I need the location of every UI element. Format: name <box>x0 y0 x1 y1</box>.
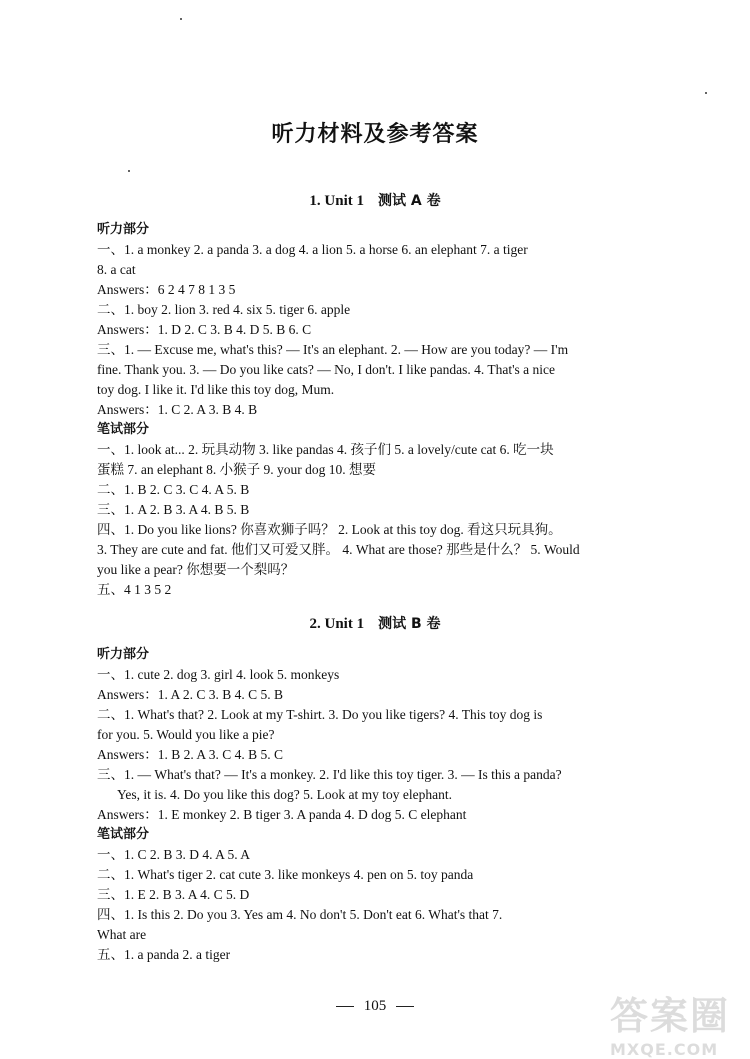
page-title: 听力材料及参考答案 <box>271 122 479 147</box>
unit2-writing-line: 一、1. C 2. B 3. D 4. A 5. A <box>97 847 251 862</box>
unit2-answers: Answers：1. A 2. C 3. B 4. C 5. B <box>97 687 284 702</box>
unit2-heading-cn: 测试 B 卷 <box>378 616 441 632</box>
unit1-heading <box>0 190 750 210</box>
unit2-heading-label: 2. Unit 1 <box>309 616 365 632</box>
unit1-section <box>97 220 712 600</box>
unit1-writing-line: 蛋糕 7. an elephant 8. 小猴子 9. your dog 10. 想要 <box>97 462 376 477</box>
scan-speck <box>180 18 182 20</box>
unit2-writing-line: 四、1. Is this 2. Do you 3. Yes am 4. No don't 5. Don't eat 6. What's that 7. <box>97 907 503 922</box>
unit2-answers: Answers：1. B 2. A 3. C 4. B 5. C <box>97 747 284 762</box>
unit2-writing-line: What are <box>97 927 147 942</box>
unit1-line: fine. Thank you. 3. — Do you like cats? — No, I don't. I like pandas. 4. That's a nice <box>97 362 556 377</box>
watermark-text-bottom: MXQE.COM <box>610 1040 719 1059</box>
unit2-writing-label: 笔试部分 <box>97 827 150 842</box>
unit2-writing-line: 三、1. E 2. B 3. A 4. C 5. D <box>97 887 250 902</box>
unit1-writing-line: you like a pear? 你想要一个梨吗？ <box>97 562 295 577</box>
unit2-section <box>97 645 712 965</box>
unit1-line: 8. a cat <box>97 262 136 277</box>
unit1-heading-label: 1. Unit 1 <box>309 193 364 209</box>
unit1-heading-cn: 测试 A 卷 <box>378 193 441 209</box>
unit2-line: Yes, it is. 4. Do you like this dog? 5. Look at my toy elephant. <box>117 787 452 802</box>
unit2-listening-label: 听力部分 <box>97 647 150 662</box>
unit1-writing-label: 笔试部分 <box>97 422 150 437</box>
unit1-writing-line: 3. They are cute and fat. 他们又可爱又胖。 4. What are those? 那些是什么？ 5. Would <box>97 542 580 557</box>
unit1-answers: Answers：6 2 4 7 8 1 3 5 <box>97 282 236 297</box>
unit1-line: 二、1. boy 2. lion 3. red 4. six 5. tiger 6. apple <box>97 302 351 317</box>
unit2-heading <box>0 613 750 633</box>
watermark-logo <box>610 985 740 1059</box>
unit2-answers: Answers：1. E monkey 2. B tiger 3. A panda 4. D dog 5. C elephant <box>97 807 467 822</box>
unit1-writing-line: 三、1. A 2. B 3. A 4. B 5. B <box>97 502 250 517</box>
unit1-writing-line: 四、1. Do you like lions? 你喜欢狮子吗？ 2. Look at this toy dog. 看这只玩具狗。 <box>97 522 562 537</box>
unit1-writing-line: 一、1. look at... 2. 玩具动物 3. like pandas 4. 孩子们 5. a lovely/cute cat 6. 吃一块 <box>97 442 554 457</box>
unit1-answers: Answers：1. C 2. A 3. B 4. B <box>97 402 258 417</box>
watermark-text-top: 答案圈 <box>610 994 731 1038</box>
footer-dash-right <box>396 1006 414 1007</box>
page-number: 105 <box>363 998 387 1014</box>
unit1-listening-label: 听力部分 <box>97 222 150 237</box>
unit2-line: 二、1. What's that? 2. Look at my T-shirt. 3. Do you like tigers? 4. This toy dog is <box>97 707 543 722</box>
scan-speck <box>128 170 130 172</box>
unit1-line: 一、1. a monkey 2. a panda 3. a dog 4. a lion 5. a horse 6. an elephant 7. a tiger <box>97 242 528 257</box>
unit1-line: 三、1. — Excuse me, what's this? — It's an elephant. 2. — How are you today? — I'm <box>97 342 569 357</box>
unit2-line: 一、1. cute 2. dog 3. girl 4. look 5. monkeys <box>97 667 340 682</box>
unit2-line: for you. 5. Would you like a pie? <box>97 727 275 742</box>
unit1-line: toy dog. I like it. I'd like this toy dog, Mum. <box>97 382 335 397</box>
unit2-writing-line: 二、1. What's tiger 2. cat cute 3. like monkeys 4. pen on 5. toy panda <box>97 867 474 882</box>
unit2-writing-line: 五、1. a panda 2. a tiger <box>97 947 231 962</box>
unit1-answers: Answers：1. D 2. C 3. B 4. D 5. B 6. C <box>97 322 312 337</box>
scan-speck <box>705 92 707 94</box>
footer-dash-left <box>336 1006 354 1007</box>
unit2-line: 三、1. — What's that? — It's a monkey. 2. I'd like this toy tiger. 3. — Is this a panda? <box>97 767 562 782</box>
unit1-writing-line: 二、1. B 2. C 3. C 4. A 5. B <box>97 482 250 497</box>
unit1-writing-line: 五、4 1 3 5 2 <box>97 582 172 597</box>
